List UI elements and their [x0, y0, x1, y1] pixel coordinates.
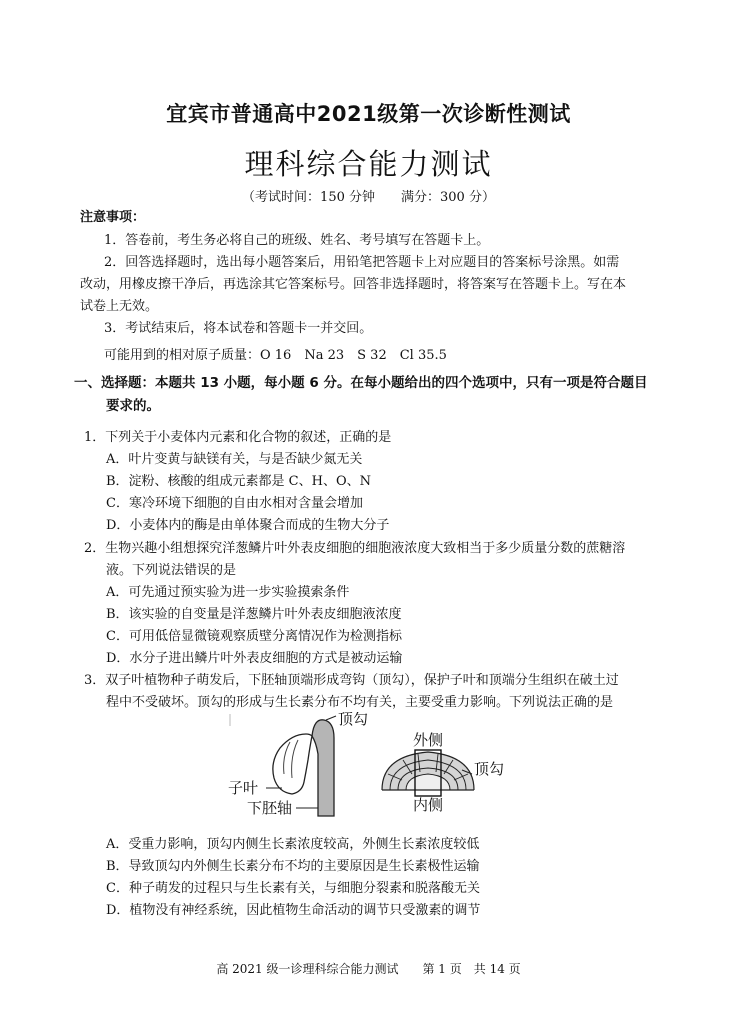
note-item-2-line1: 2．回答选择题时，选出每小题答案后，用铅笔把答题卡上对应题目的答案标号涂黑。如需	[104, 255, 620, 270]
q1-option-a: A．叶片变黄与缺镁有关，与是否缺少氮无关	[106, 452, 363, 467]
q2-option-d: D．水分子进出鳞片叶外表皮细胞的方式是被动运输	[106, 651, 403, 666]
hook-cell-diagram	[382, 750, 474, 796]
page-footer: 高 2021 级一诊理科综合能力测试 第 1 页 共 14 页	[216, 962, 521, 976]
q2-stem-line2: 液。下列说法错误的是	[106, 563, 237, 578]
label-cotyledon: 子叶	[228, 779, 259, 797]
q3-stem-line2: 程中不受破坏。顶勾的形成与生长素分布不均有关，主要受重力影响。下列说法正确的是	[106, 695, 614, 710]
q1-option-b: B．淀粉、核酸的组成元素都是 C、H、O、N	[106, 474, 372, 489]
note-item-1: 1．答卷前，考生务必将自己的班级、姓名、考号填写在答题卡上。	[104, 233, 490, 248]
q2-option-c: C．可用低倍显微镜观察质壁分离情况作为检测指标	[106, 629, 402, 644]
exam-title-line2: 理科综合能力测试	[244, 147, 493, 181]
q1-option-d: D．小麦体内的酶是由单体聚合而成的生物大分子	[106, 518, 390, 533]
atomic-masses: 可能用到的相对原子质量：O 16 Na 23 S 32 Cl 35.5	[104, 348, 447, 363]
section-heading-line1: 一、选择题：本题共 13 小题，每小题 6 分。在每小题给出的四个选项中，只有一项是符合题目	[74, 375, 648, 391]
q3-option-b: B．导致顶勾内外侧生长素分布不均的主要原因是生长素极性运输	[106, 859, 480, 874]
note-item-2-line3: 试卷上无效。	[80, 299, 159, 314]
label-outer-side: 外侧	[413, 731, 444, 749]
label-hook: 顶勾	[338, 712, 369, 728]
apical-hook-figure	[220, 712, 520, 822]
q3-option-d: D．植物没有神经系统，因此植物生命活动的调节只受激素的调节	[106, 903, 481, 918]
q3-option-c: C．种子萌发的过程只与生长素有关，与细胞分裂素和脱落酸无关	[106, 881, 480, 896]
notes-heading: 注意事项：	[80, 210, 146, 225]
label-hypocotyl: 下胚轴	[247, 799, 293, 817]
label-hook-right: 顶勾	[474, 760, 505, 778]
note-item-2-line2: 改动，用橡皮擦干净后，再选涂其它答案标号。回答非选择题时，将答案写在答题卡上。写在本	[80, 277, 627, 292]
q1-option-c: C．寒冷环境下细胞的自由水相对含量会增加	[106, 496, 363, 511]
q2-option-a: A．可先通过预实验为进一步实验摸索条件	[106, 585, 350, 600]
label-inner-side: 内侧	[413, 796, 444, 814]
q2-stem-line1: 2．生物兴趣小组想探究洋葱鳞片叶外表皮细胞的细胞液浓度大致相当于多少质量分数的蔗糖溶	[84, 541, 626, 556]
exam-info: （考试时间：150 分钟 满分：300 分）	[242, 190, 495, 205]
q3-option-a: A．受重力影响，顶勾内侧生长素浓度较高，外侧生长素浓度较低	[106, 837, 480, 852]
q3-stem-line1: 3．双子叶植物种子萌发后，下胚轴顶端形成弯钩（顶勾），保护子叶和顶端分生组织在破土过	[84, 673, 619, 688]
section-heading-line2: 要求的。	[106, 398, 160, 414]
q1-stem: 1．下列关于小麦体内元素和化合物的叙述，正确的是	[84, 430, 392, 445]
exam-title-line1: 宜宾市普通高中2021级第一次诊断性测试	[166, 102, 571, 126]
note-item-3: 3．考试结束后，将本试卷和答题卡一并交回。	[104, 321, 373, 336]
q2-option-b: B．该实验的自变量是洋葱鳞片叶外表皮细胞液浓度	[106, 607, 402, 622]
